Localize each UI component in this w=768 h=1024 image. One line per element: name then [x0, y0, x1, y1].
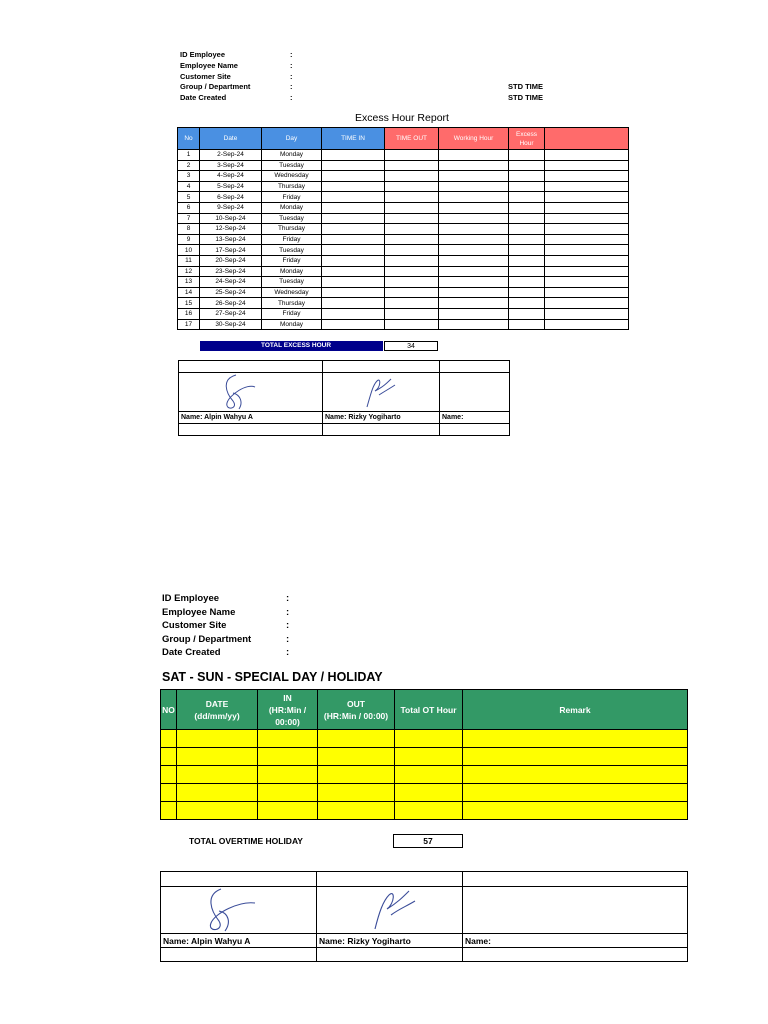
cell-no: 8 [178, 224, 200, 235]
colon: : [290, 50, 293, 59]
table-row [178, 160, 629, 171]
cell-time-in [322, 192, 385, 203]
cell-excess-hour [509, 308, 545, 319]
cell-no: 12 [178, 266, 200, 277]
cell-excess-hour [509, 245, 545, 256]
cell-time-in [322, 287, 385, 298]
cell-working-hour [439, 245, 509, 256]
signature-alpin [161, 887, 317, 934]
cell-working-hour [439, 171, 509, 182]
cell-day: Tuesday [262, 213, 322, 224]
cell-blank [545, 255, 629, 266]
total-excess-hour-label: TOTAL EXCESS HOUR [261, 342, 332, 349]
header-blank [545, 128, 629, 150]
cell-date: 3-Sep-24 [200, 160, 262, 171]
cell-in[interactable] [258, 748, 318, 766]
cell-date[interactable] [177, 730, 258, 748]
cell-date: 13-Sep-24 [200, 234, 262, 245]
cell-blank [545, 298, 629, 309]
signature-table-2 [160, 871, 688, 962]
cell-date[interactable] [177, 748, 258, 766]
cell-excess-hour [509, 319, 545, 330]
cell-blank [545, 192, 629, 203]
cell-no: 4 [178, 181, 200, 192]
signature-rizky [317, 887, 463, 934]
signature-name-3: Name: [463, 934, 688, 948]
cell-time-out [385, 234, 439, 245]
cell-total-ot-hour[interactable] [395, 784, 463, 802]
cell-time-out [385, 287, 439, 298]
cell-time-in [322, 234, 385, 245]
cell-date: 24-Sep-24 [200, 277, 262, 288]
label-employee-name: Employee Name [162, 606, 236, 618]
cell-working-hour [439, 277, 509, 288]
cell-time-in [322, 224, 385, 235]
table-row [178, 308, 629, 319]
cell-blank [545, 171, 629, 182]
cell-time-out [385, 266, 439, 277]
cell-blank [545, 213, 629, 224]
cell-time-out [385, 171, 439, 182]
header-time-in: TIME IN [322, 128, 385, 150]
cell-out[interactable] [318, 748, 395, 766]
cell-no: 17 [178, 319, 200, 330]
cell-time-in [322, 277, 385, 288]
signature-alpin [179, 373, 323, 412]
table-row [178, 192, 629, 203]
cell-day: Thursday [262, 181, 322, 192]
table-row [178, 213, 629, 224]
table-row [178, 150, 629, 161]
cell-date: 10-Sep-24 [200, 213, 262, 224]
cell-time-in [322, 245, 385, 256]
table-row [178, 319, 629, 330]
cell-out[interactable] [318, 766, 395, 784]
cell-blank [545, 234, 629, 245]
cell-total-ot-hour[interactable] [395, 802, 463, 820]
cell-date: 27-Sep-24 [200, 308, 262, 319]
cell-day: Tuesday [262, 245, 322, 256]
cell-date: 23-Sep-24 [200, 266, 262, 277]
cell-out[interactable] [318, 730, 395, 748]
cell-day: Tuesday [262, 277, 322, 288]
cell-date: 2-Sep-24 [200, 150, 262, 161]
cell-time-out [385, 181, 439, 192]
header-date: DATE (dd/mm/yy) [177, 690, 258, 730]
cell-blank [545, 202, 629, 213]
holiday-row [161, 802, 688, 820]
cell-date: 6-Sep-24 [200, 192, 262, 203]
cell-working-hour [439, 234, 509, 245]
cell-excess-hour [509, 224, 545, 235]
table-header-row [178, 128, 629, 150]
cell-day: Friday [262, 308, 322, 319]
cell-excess-hour [509, 171, 545, 182]
cell-time-out [385, 160, 439, 171]
cell-blank [545, 160, 629, 171]
cell-no: 2 [178, 160, 200, 171]
signature-name-3: Name: [440, 412, 510, 424]
holiday-header-row [161, 690, 688, 730]
colon: : [290, 71, 293, 81]
header-out: OUT (HR:Min / 00:00) [318, 690, 395, 730]
colon: : [286, 633, 290, 645]
cell-no: 3 [178, 171, 200, 182]
cell-time-out [385, 319, 439, 330]
cell-date: 25-Sep-24 [200, 287, 262, 298]
cell-excess-hour [509, 192, 545, 203]
cell-no[interactable] [161, 802, 177, 820]
cell-time-out [385, 277, 439, 288]
cell-date[interactable] [177, 766, 258, 784]
label-date-created: Date Created [162, 647, 221, 658]
label-id-employee: ID Employee [180, 50, 226, 59]
cell-excess-hour [509, 234, 545, 245]
cell-excess-hour [509, 255, 545, 266]
cell-day: Friday [262, 234, 322, 245]
table-row [178, 224, 629, 235]
cell-day: Tuesday [262, 160, 322, 171]
label-customer-site: Customer Site [180, 71, 231, 81]
cell-time-out [385, 255, 439, 266]
cell-working-hour [439, 308, 509, 319]
cell-time-in [322, 150, 385, 161]
label-group-department: Group / Department [162, 633, 252, 645]
cell-no: 16 [178, 308, 200, 319]
cell-blank [545, 266, 629, 277]
cell-no: 15 [178, 298, 200, 309]
holiday-title: SAT - SUN - SPECIAL DAY / HOLIDAY [162, 670, 383, 684]
cell-time-out [385, 298, 439, 309]
std-time-label: STD TIME [508, 93, 543, 102]
cell-remark[interactable] [463, 766, 688, 784]
cell-day: Wednesday [262, 171, 322, 182]
cell-blank [545, 224, 629, 235]
cell-working-hour [439, 181, 509, 192]
header-remark: Remark [463, 690, 688, 730]
cell-working-hour [439, 255, 509, 266]
cell-date: 26-Sep-24 [200, 298, 262, 309]
cell-no[interactable] [161, 730, 177, 748]
cell-blank [545, 181, 629, 192]
cell-day: Thursday [262, 298, 322, 309]
cell-no: 1 [178, 150, 200, 161]
std-time-label: STD TIME [508, 82, 543, 91]
cell-excess-hour [509, 181, 545, 192]
cell-time-in [322, 319, 385, 330]
cell-remark[interactable] [463, 784, 688, 802]
cell-day: Monday [262, 266, 322, 277]
cell-date: 5-Sep-24 [200, 181, 262, 192]
cell-time-in [322, 308, 385, 319]
header-excess-hour: Excess Hour [509, 128, 545, 150]
cell-date: 4-Sep-24 [200, 171, 262, 182]
cell-in[interactable] [258, 784, 318, 802]
label-id-employee: ID Employee [162, 593, 220, 604]
colon: : [286, 593, 290, 604]
cell-time-out [385, 213, 439, 224]
report-title: Excess Hour Report [355, 112, 449, 124]
cell-no: 10 [178, 245, 200, 256]
cell-date: 17-Sep-24 [200, 245, 262, 256]
cell-excess-hour [509, 150, 545, 161]
cell-total-ot-hour[interactable] [395, 730, 463, 748]
cell-excess-hour [509, 213, 545, 224]
colon: : [290, 60, 293, 70]
header-day: Day [262, 128, 322, 150]
table-row [178, 255, 629, 266]
cell-working-hour [439, 150, 509, 161]
cell-day: Friday [262, 192, 322, 203]
cell-excess-hour [509, 202, 545, 213]
header-date: Date [200, 128, 262, 150]
cell-out[interactable] [318, 802, 395, 820]
cell-time-in [322, 202, 385, 213]
cell-blank [545, 287, 629, 298]
cell-no: 11 [178, 255, 200, 266]
cell-date: 20-Sep-24 [200, 255, 262, 266]
cell-time-out [385, 224, 439, 235]
cell-in[interactable] [258, 730, 318, 748]
cell-working-hour [439, 298, 509, 309]
cell-day: Thursday [262, 224, 322, 235]
colon: : [290, 82, 293, 92]
cell-time-in [322, 266, 385, 277]
cell-date: 9-Sep-24 [200, 202, 262, 213]
cell-working-hour [439, 213, 509, 224]
holiday-row [161, 748, 688, 766]
header-in: IN (HR:Min / 00:00) [258, 690, 318, 730]
holiday-row [161, 766, 688, 784]
table-row [178, 266, 629, 277]
colon: : [286, 647, 290, 658]
table-row [178, 171, 629, 182]
cell-no: 5 [178, 192, 200, 203]
table-row [178, 202, 629, 213]
cell-blank [545, 277, 629, 288]
cell-working-hour [439, 160, 509, 171]
cell-in[interactable] [258, 802, 318, 820]
cell-excess-hour [509, 266, 545, 277]
cell-no[interactable] [161, 748, 177, 766]
colon: : [286, 606, 290, 618]
cell-remark[interactable] [463, 802, 688, 820]
cell-time-out [385, 192, 439, 203]
signature-name-2: Name: Rizky Yogiharto [323, 412, 440, 424]
employee-info-labels [180, 50, 290, 104]
colon: : [286, 620, 290, 631]
cell-excess-hour [509, 160, 545, 171]
cell-blank [545, 319, 629, 330]
cell-blank [545, 245, 629, 256]
cell-date[interactable] [177, 784, 258, 802]
cell-blank [545, 150, 629, 161]
header-no: No [178, 128, 200, 150]
cell-blank [545, 308, 629, 319]
cell-time-out [385, 202, 439, 213]
total-excess-hour-bar [200, 341, 383, 351]
total-overtime-holiday-value: 57 [393, 834, 463, 848]
cell-time-in [322, 213, 385, 224]
cell-excess-hour [509, 277, 545, 288]
label-date-created: Date Created [180, 93, 227, 103]
cell-no[interactable] [161, 784, 177, 802]
cell-working-hour [439, 202, 509, 213]
total-excess-hour-value: 34 [384, 341, 438, 351]
cell-total-ot-hour[interactable] [395, 766, 463, 784]
holiday-row [161, 784, 688, 802]
colon: : [290, 93, 293, 103]
cell-in[interactable] [258, 766, 318, 784]
employee-info-colons [290, 50, 300, 104]
cell-no: 9 [178, 234, 200, 245]
cell-excess-hour [509, 298, 545, 309]
cell-total-ot-hour[interactable] [395, 748, 463, 766]
cell-working-hour [439, 224, 509, 235]
header-working-hour: Working Hour [439, 128, 509, 150]
cell-no[interactable] [161, 766, 177, 784]
cell-day: Friday [262, 255, 322, 266]
cell-time-in [322, 298, 385, 309]
header-time-out: TIME OUT [385, 128, 439, 150]
label-customer-site: Customer Site [162, 620, 227, 631]
cell-no: 7 [178, 213, 200, 224]
holiday-row [161, 730, 688, 748]
cell-day: Monday [262, 202, 322, 213]
cell-remark[interactable] [463, 748, 688, 766]
cell-date: 12-Sep-24 [200, 224, 262, 235]
label-group-department: Group / Department [180, 82, 251, 92]
employee-info-labels-2 [162, 592, 282, 660]
cell-working-hour [439, 287, 509, 298]
table-row [178, 245, 629, 256]
cell-day: Monday [262, 319, 322, 330]
excess-hour-table [177, 127, 629, 330]
total-overtime-holiday-label: TOTAL OVERTIME HOLIDAY [189, 836, 303, 846]
header-no: NO [161, 690, 177, 730]
cell-no: 6 [178, 202, 200, 213]
cell-date: 30-Sep-24 [200, 319, 262, 330]
signature-name-2: Name: Rizky Yogiharto [317, 934, 463, 948]
cell-time-in [322, 181, 385, 192]
cell-time-out [385, 245, 439, 256]
cell-time-out [385, 150, 439, 161]
cell-no: 13 [178, 277, 200, 288]
holiday-table [160, 689, 688, 820]
header-total-ot-hour: Total OT Hour [395, 690, 463, 730]
cell-excess-hour [509, 287, 545, 298]
signature-table [178, 360, 510, 436]
table-row [178, 234, 629, 245]
cell-time-in [322, 255, 385, 266]
table-row [178, 287, 629, 298]
cell-date[interactable] [177, 802, 258, 820]
cell-working-hour [439, 266, 509, 277]
signature-name-1: Name: Alpin Wahyu A [161, 934, 317, 948]
cell-working-hour [439, 192, 509, 203]
cell-time-out [385, 308, 439, 319]
signature-name-1: Name: Alpin Wahyu A [179, 412, 323, 424]
cell-remark[interactable] [463, 730, 688, 748]
cell-time-in [322, 171, 385, 182]
employee-info-colons-2 [286, 592, 296, 660]
table-row [178, 277, 629, 288]
table-row [178, 298, 629, 309]
cell-no: 14 [178, 287, 200, 298]
cell-day: Monday [262, 150, 322, 161]
cell-day: Wednesday [262, 287, 322, 298]
cell-out[interactable] [318, 784, 395, 802]
cell-working-hour [439, 319, 509, 330]
table-row [178, 181, 629, 192]
label-employee-name: Employee Name [180, 60, 238, 70]
cell-time-in [322, 160, 385, 171]
signature-rizky [323, 373, 440, 412]
